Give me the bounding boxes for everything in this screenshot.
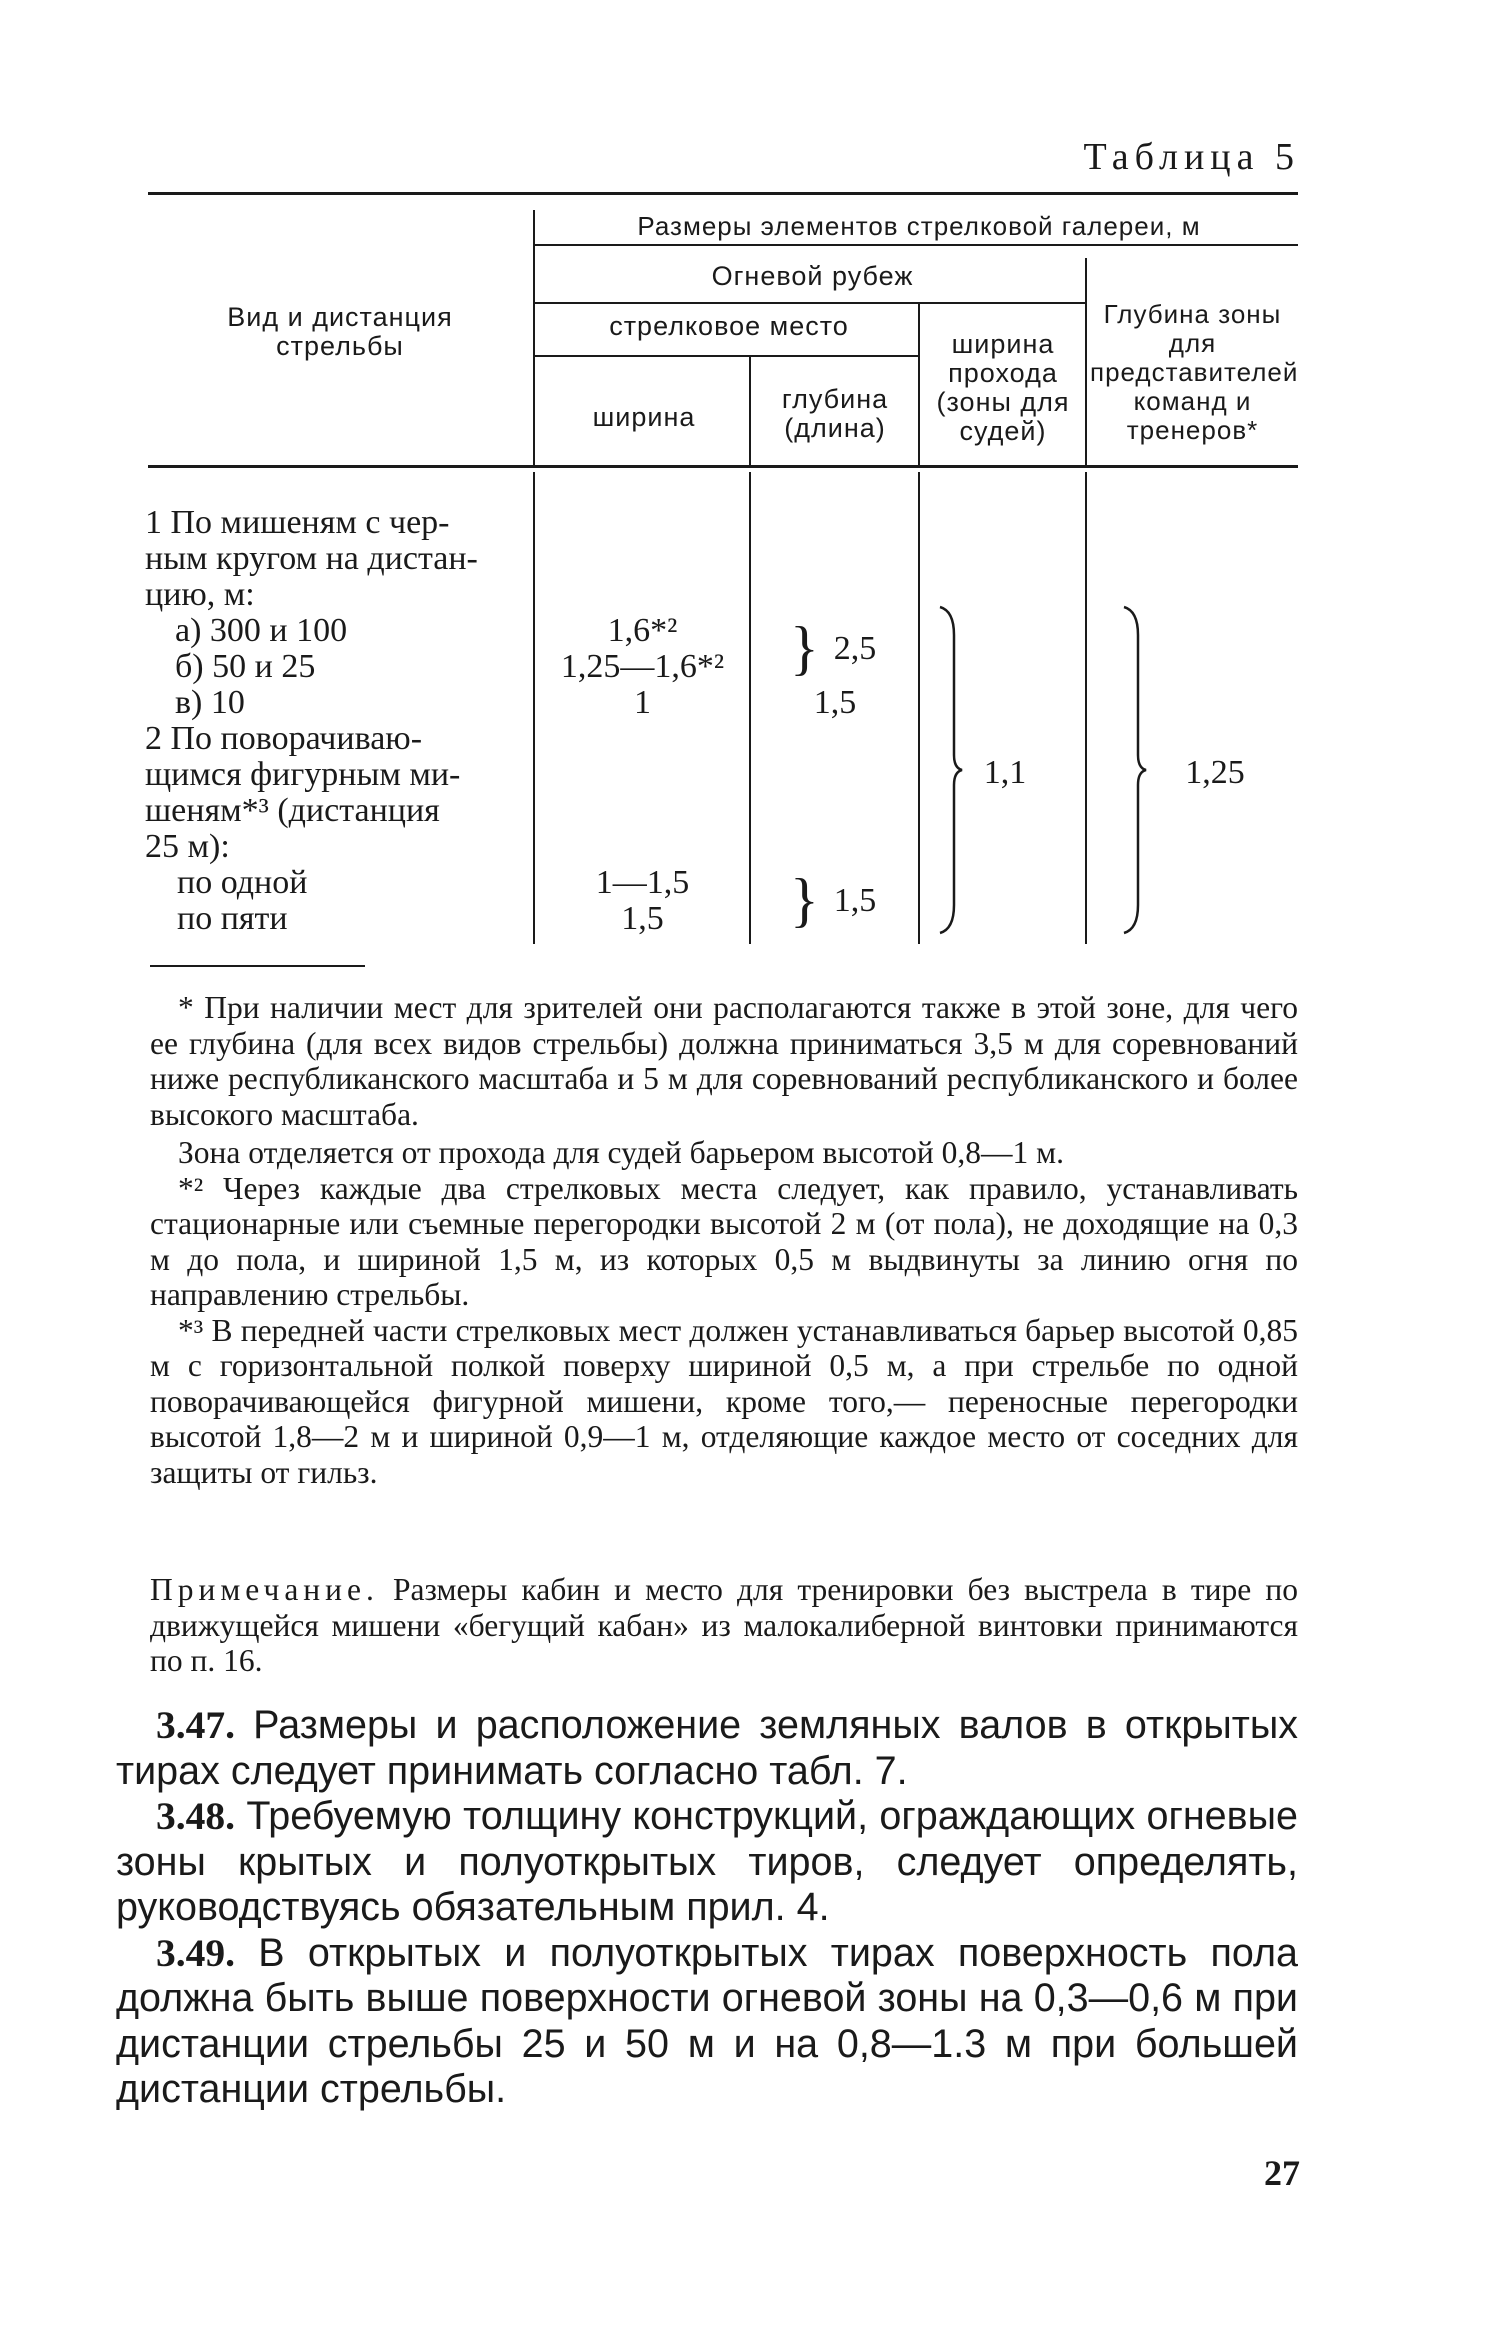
- paragraph-3-49-number: 3.49.: [156, 1930, 235, 1975]
- footnote-2: *² Через каждые два стрелковых места следует, как правило, устанавливать стационарные или съемные перегородки высотой 2 м (от пола), не доходящие на 0,3 м до пола, и шириной 1,5 м, из которых 0,5 м выдвинуты за линию огня по направлению стрельбы.: [150, 1170, 1298, 1312]
- paragraph-3-47: [116, 1703, 1298, 1794]
- row2-title-d: 25 м):: [145, 828, 230, 865]
- note-label: Примечание.: [150, 1572, 379, 1607]
- body-text: [116, 1703, 1298, 2113]
- header-passage: ширина прохода (зоны для судей): [936, 329, 1070, 446]
- vline-body-depth: [749, 472, 751, 944]
- brace-passage: [936, 605, 966, 935]
- vline-col1: [533, 210, 535, 468]
- passage-cell: 1,1: [983, 754, 1027, 791]
- firing-line-rule: [535, 302, 1085, 304]
- footnote-1-zone: Зона отделяется от прохода для судей барьером высотой 0,8—1 м.: [178, 1135, 1064, 1170]
- brace-depth-1: }: [790, 615, 819, 681]
- row2-title-c: шеням*³ (дистанция: [145, 792, 440, 829]
- vline-depth: [749, 357, 751, 468]
- row2a-label: по одной: [177, 864, 308, 901]
- vline-body-col1: [533, 472, 535, 944]
- width-cell-2a: 1—1,5: [595, 864, 690, 901]
- header-width: ширина: [592, 402, 696, 432]
- row1c-label: в) 10: [175, 684, 245, 721]
- header-bottom-rule: [148, 465, 1298, 468]
- table-note: [150, 1572, 1298, 1679]
- row1b-label: б) 50 и 25: [175, 648, 316, 685]
- row-labels: [145, 505, 510, 937]
- row1-title-a: 1 По мишеням с чер-: [145, 504, 450, 541]
- depth-cell-1c: 1,5: [813, 684, 857, 721]
- paragraph-3-48-number: 3.48.: [156, 1794, 235, 1838]
- header-col1: Вид и дистанция стрельбы: [227, 302, 453, 361]
- paragraph-3-48: [116, 1794, 1298, 1931]
- paragraph-3-49: [116, 1931, 1298, 2113]
- header-firing-line: Огневой рубеж: [711, 261, 914, 291]
- footnote-3: *³ В передней части стрелковых мест должен устанавливаться барьер высотой 0,85 м с горизонтальной полкой поверху шириной 0,5 м, а при стрельбе по одной поворачивающейся фигурной мишени, кроме того,— переносные перегородки высотой 1,8—2 м и шириной 0,9—1 м, отделяющие каждое место от соседних для защиты от гильз.: [150, 1312, 1298, 1490]
- row1-title-c: цию, м:: [145, 576, 255, 613]
- footnotes: [150, 990, 1298, 1490]
- width-cell-1a: 1,6*²: [607, 612, 678, 649]
- footnote-rule: [150, 965, 365, 967]
- brace-depth-2: }: [790, 867, 819, 933]
- vline-passage: [918, 304, 920, 468]
- brace-zone: [1120, 605, 1150, 935]
- vline-body-zone: [1085, 472, 1087, 944]
- zone-cell: 1,25: [1185, 754, 1245, 791]
- row2-title-b: щимся фигурным ми-: [145, 756, 461, 793]
- width-cell-1c: 1: [634, 684, 651, 721]
- vline-body-passage: [918, 472, 920, 944]
- depth-cell-1ab: 2,5: [833, 630, 877, 667]
- shooting-place-rule: [535, 355, 920, 357]
- paragraph-3-48-text: Требуемую толщину конструкций, ограждающих огневые зоны крытых и полуоткрытых тиров, следует определять, руководствуясь обязательным прил. 4.: [116, 1794, 1298, 1929]
- header-shooting-place: стрелковое место: [609, 311, 849, 341]
- paragraph-3-49-text: В открытых и полуоткрытых тирах поверхность пола должна быть выше поверхности огневой зоны на 0,3—0,6 м при дистанции стрельбы 25 и 50 м и на 0,8—1.3 м при большей дистанции стрельбы.: [116, 1930, 1298, 2111]
- width-cell-2b: 1,5: [621, 900, 664, 937]
- row1-title-b: ным кругом на дистан-: [145, 540, 478, 577]
- table-caption: Таблица 5: [1083, 136, 1300, 178]
- paragraph-3-47-number: 3.47.: [156, 1703, 235, 1747]
- vline-zone: [1085, 258, 1087, 468]
- paragraph-3-47-text: Размеры и расположение земляных валов в открытых тирах следует принимать согласно табл. 7.: [116, 1703, 1298, 1793]
- header-group: Размеры элементов стрелковой галереи, м: [637, 211, 1201, 241]
- header-depth: глубина (длина): [781, 384, 889, 443]
- note-text: Размеры кабин и место для тренировки без выстрела в тире по движущейся мишени «бегущий кабан» из малокалиберной винтовки принимаются по п. 16.: [150, 1572, 1298, 1678]
- width-cell-1b: 1,25—1,6*²: [560, 648, 725, 685]
- depth-cell-2: 1,5: [833, 882, 877, 919]
- row1a-label: а) 300 и 100: [175, 612, 348, 649]
- table-top-rule: [148, 192, 1298, 195]
- row2-title-a: 2 По поворачиваю-: [145, 720, 423, 757]
- row2b-label: по пяти: [177, 900, 288, 937]
- header-group-rule: [535, 244, 1298, 246]
- header-zone: Глубина зоны для представителей команд и тренеров*: [1090, 299, 1299, 445]
- page-number: 27: [1264, 2153, 1300, 2193]
- footnote-1: * При наличии мест для зрителей они располагаются также в этой зоне, для чего ее глубина (для всех видов стрельбы) должна приниматься 3,5 м для соревнований ниже республиканского масштаба и 5 м для соревнований республиканского и более высокого масштаба.: [150, 990, 1298, 1132]
